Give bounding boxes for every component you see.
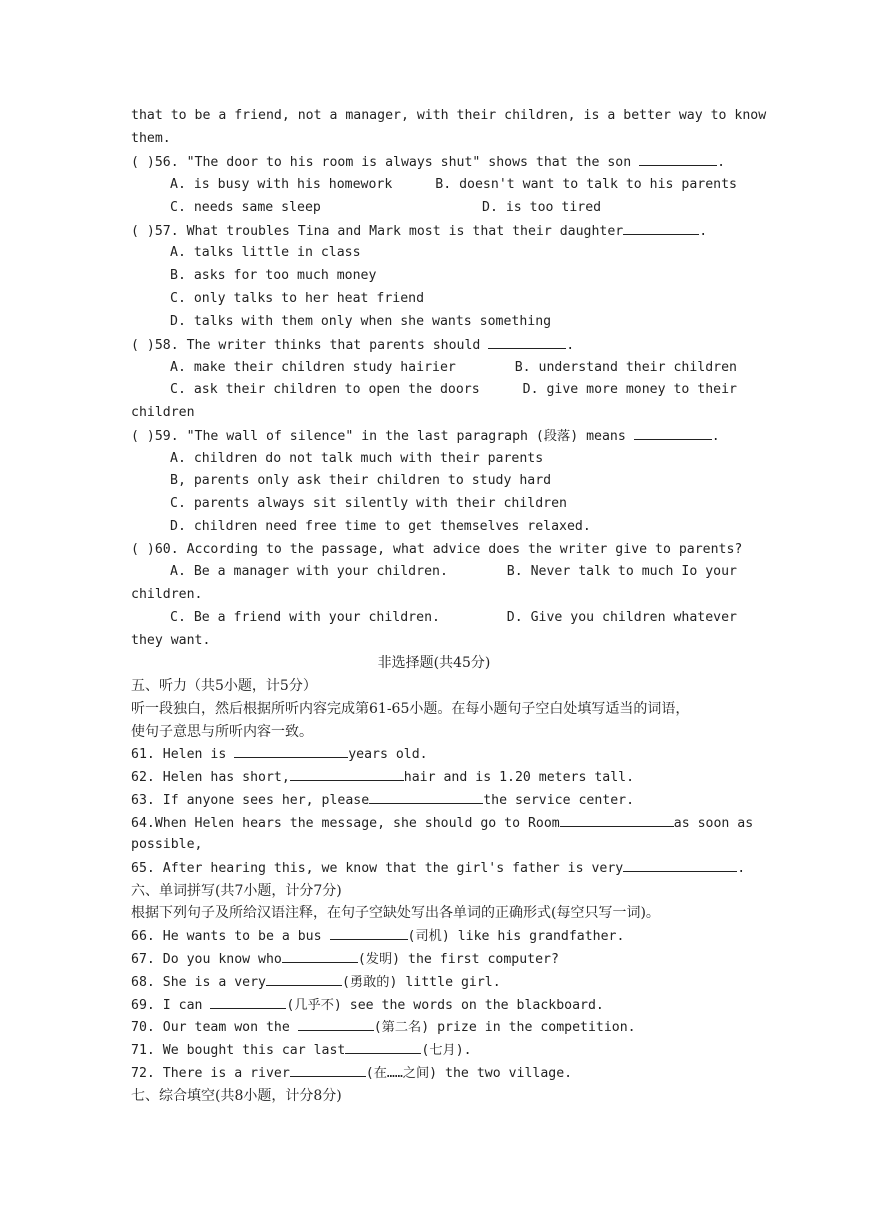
question-61: 61. Helen is years old.	[131, 743, 737, 766]
section-instruction: 听一段独白，然后根据所听内容完成第61-65小题。在每小题句子空白处填写适当的词语，	[131, 701, 690, 717]
question-57: ( )57. What troubles Tina and Mark most is that their daughter .	[131, 220, 737, 243]
option-a: A. children do not talk much with their parents	[170, 451, 544, 466]
answer-blank[interactable]	[210, 994, 286, 1009]
question-72: 72. There is a river (在……之间) the two village.	[131, 1062, 737, 1085]
passage-line: them.	[131, 131, 171, 146]
question-65: 65. After hearing this, we know that the girl's father is very .	[131, 857, 737, 880]
option-b: B, parents only ask their children to study hard	[170, 473, 552, 488]
option-c: C. only talks to her heat friend	[170, 291, 425, 306]
answer-blank[interactable]	[488, 334, 566, 349]
option-continuation: children	[131, 405, 195, 420]
question-56-options-cd	[170, 197, 737, 219]
answer-blank[interactable]	[560, 812, 674, 827]
question-63: 63. If anyone sees her, please the service center.	[131, 789, 737, 812]
option-d: D. talks with them only when she wants something	[170, 314, 552, 329]
question-59: ( )59. "The wall of silence" in the last paragraph (段落) means .	[131, 425, 737, 448]
answer-blank[interactable]	[639, 151, 717, 166]
passage-line: that to be a friend, not a manager, with their children, is a better way to know	[131, 108, 767, 123]
question-64: 64.When Helen hears the message, she should go to Room as soon as	[131, 812, 737, 835]
answer-blank[interactable]	[623, 857, 737, 872]
option-b: B. asks for too much money	[170, 268, 377, 283]
answer-blank[interactable]	[290, 766, 404, 781]
question-58-options-cd	[170, 379, 737, 401]
answer-blank[interactable]	[330, 925, 408, 940]
option-a: A. talks little in class	[170, 245, 361, 260]
option-c: C. Be a friend with your children.	[170, 610, 440, 625]
answer-blank[interactable]	[282, 948, 358, 963]
question-60-options-cd	[170, 607, 737, 629]
section-instruction: 根据下列句子及所给汉语注释，在句子空缺处写出各单词的正确形式(每空只写一词)。	[131, 905, 660, 921]
question-70: 70. Our team won the (第二名) prize in the competition.	[131, 1016, 737, 1039]
option-a: A. Be a manager with your children.	[170, 564, 448, 579]
question-67: 67. Do you know who (发明) the first computer?	[131, 948, 737, 971]
option-d: D. give more money to their	[522, 382, 737, 397]
section-heading-listening: 五、听力（共5小题，计5分）	[131, 678, 317, 694]
section-heading-nonchoice: 非选择题(共45分)	[377, 655, 491, 671]
question-71: 71. We bought this car last (七月).	[131, 1039, 737, 1062]
option-c: C. ask their children to open the doors	[170, 382, 480, 397]
answer-blank[interactable]	[623, 220, 699, 235]
option-continuation: children.	[131, 587, 203, 602]
answer-blank[interactable]	[369, 789, 483, 804]
option-b: B. Never talk to much Io your	[506, 564, 737, 579]
answer-blank[interactable]	[234, 743, 348, 758]
section-instruction: 使句子意思与所听内容一致。	[131, 724, 313, 740]
question-58: ( )58. The writer thinks that parents should .	[131, 334, 737, 357]
question-56-options-ab	[170, 174, 737, 196]
answer-blank[interactable]	[290, 1062, 366, 1077]
question-continuation: possible,	[131, 837, 203, 852]
option-b: B. understand their children	[514, 360, 737, 375]
question-66: 66. He wants to be a bus (司机) like his grandfather.	[131, 925, 737, 948]
option-d: D. Give you children whatever	[506, 610, 737, 625]
option-d: D. children need free time to get themselves relaxed.	[170, 519, 591, 534]
answer-blank[interactable]	[345, 1039, 421, 1054]
question-69: 69. I can (几乎不) see the words on the blackboard.	[131, 994, 737, 1017]
section-heading-cloze: 七、综合填空(共8小题，计分8分)	[131, 1088, 342, 1104]
option-continuation: they want.	[131, 633, 211, 648]
question-68: 68. She is a very (勇敢的) little girl.	[131, 971, 737, 994]
option-d: D. is too tired	[482, 200, 602, 215]
answer-blank[interactable]	[266, 971, 342, 986]
question-60: ( )60. According to the passage, what advice does the writer give to parents?	[131, 542, 743, 557]
option-b: B. doesn't want to talk to his parents	[435, 177, 737, 192]
question-56: ( )56. "The door to his room is always shut" shows that the son .	[131, 151, 737, 174]
answer-blank[interactable]	[634, 425, 712, 440]
question-60-options-ab	[170, 561, 737, 583]
option-a: A. make their children study hairier	[170, 360, 456, 375]
option-c: C. parents always sit silently with their children	[170, 496, 567, 511]
option-a: A. is busy with his homework	[170, 177, 393, 192]
question-62: 62. Helen has short, hair and is 1.20 meters tall.	[131, 766, 737, 789]
section-heading-spelling: 六、单词拼写(共7小题，计分7分)	[131, 883, 342, 899]
answer-blank[interactable]	[298, 1016, 374, 1031]
option-c: C. needs same sleep	[170, 200, 321, 215]
question-58-options-ab	[170, 357, 737, 379]
